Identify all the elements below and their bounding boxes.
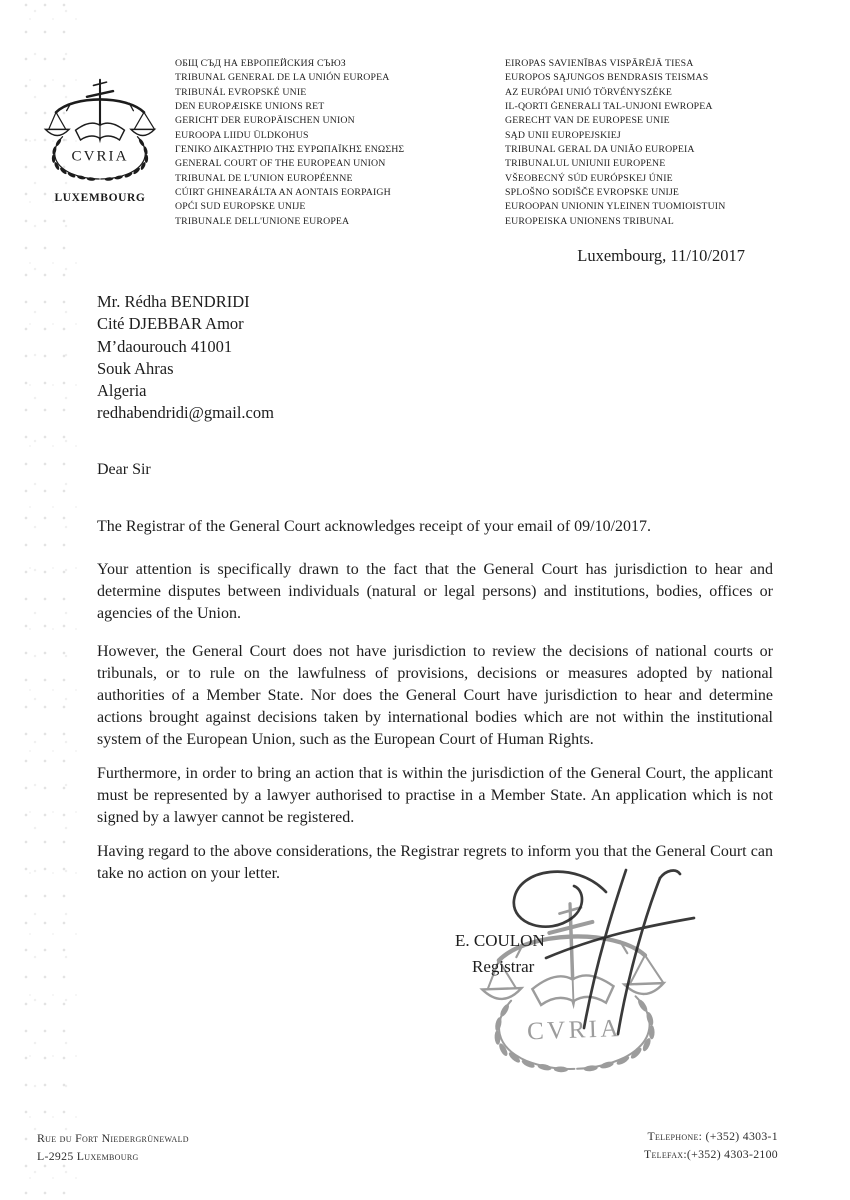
recipient-country: Algeria [97, 381, 147, 401]
footer-contacts [644, 1128, 778, 1163]
recipient-name: Mr. Rédha BENDRIDI [97, 292, 250, 311]
registrar-title: Registrar [472, 957, 535, 976]
court-name-line: SĄD UNII EUROPEJSKIEJ [505, 129, 621, 141]
footer-address [37, 1130, 189, 1165]
recipient-street: Cité DJEBBAR Amor [97, 314, 244, 334]
recipient-region: Souk Ahras [97, 358, 174, 378]
court-name-line: TRIBUNALE DELL'UNIONE EUROPEA [175, 215, 350, 227]
recipient-city: M’daourouch 41001 [97, 336, 233, 356]
court-name-line: ΓΕΝΙΚΟ ΔΙΚΑΣΤΗΡΙΟ ΤΗΣ ΕΥΡΩΠΑΪΚΗΣ ΕΝΩΣΗΣ [175, 144, 405, 156]
cvria-logo [30, 78, 170, 204]
paragraph-jurisdiction: Your attention is specifically drawn to the fact that the General Court has jurisdiction to hear and determine disputes between individuals (natural or legal persons) and institutions, bodies, offices or agencies of the Union. [97, 561, 773, 622]
footer-telephone: Telephone: (+352) 4303-1 [647, 1129, 778, 1143]
court-name-line: TRIBUNAL GENERAL DE LA UNIÓN EUROPEA [175, 72, 390, 84]
svg-text:CVRIA: CVRIA [526, 1015, 623, 1046]
footer-telefax: Telefax:(+352) 4303-2100 [643, 1146, 778, 1161]
footer-city: L-2925 Luxembourg [37, 1148, 139, 1163]
court-name-line: OPĆI SUD EUROPSKE UNIJE [175, 201, 306, 213]
court-name-line: IL-QORTI ĠENERALI TAL-UNJONI EWROPEA [505, 101, 713, 113]
court-name-line: TRIBUNÁL EVROPSKÉ UNIE [175, 86, 307, 98]
court-name-line: TRIBUNAL DE L'UNION EUROPÉENNE [175, 172, 353, 184]
svg-text:CVRIA: CVRIA [71, 148, 129, 165]
court-name-line: AZ EURÓPAI UNIÓ TÖRVÉNYSZÉKE [505, 86, 672, 98]
court-name-line: EIROPAS SAVIENĪBAS VISPĀRĒJĀ TIESA [505, 58, 694, 69]
salutation: Dear Sir [97, 461, 151, 478]
recipient-email: redhabendridi@gmail.com [97, 403, 274, 422]
court-name-line: SPLOŠNO SODIŠČE EVROPSKE UNIJE [505, 187, 680, 199]
court-name-line: VŠEOBECNÝ SÚD EURÓPSKEJ ÚNIE [505, 172, 673, 184]
scales-of-justice-icon [43, 78, 157, 184]
court-name-line: ОБЩ СЪД НА ЕВРОПЕЙСКИЯ СЪЮЗ [175, 58, 346, 69]
registrar-name: E. COULON [455, 931, 545, 950]
court-name-line: EUROPEISKA UNIONENS TRIBUNAL [505, 215, 674, 227]
letterhead-left-column [175, 57, 404, 229]
paragraph-acknowledgement: The Registrar of the General Court acknowledges receipt of your email of 09/10/2017. [97, 518, 652, 535]
paragraph-lawyer-requirement: Furthermore, in order to bring an action that is within the jurisdiction of the General Court, the applicant must be represented by a lawyer authorised to practise in a Member State. An application which is not signed by a lawyer cannot be registered. [97, 765, 773, 826]
recipient-address [97, 291, 250, 402]
court-name-line: GENERAL COURT OF THE EUROPEAN UNION [175, 158, 386, 170]
court-name-line: EUROPOS SĄJUNGOS BENDRASIS TEISMAS [505, 72, 709, 84]
logo-city-label: LUXEMBOURG [54, 192, 146, 204]
court-name-line: TRIBUNAL GERAL DA UNIÃO EUROPEIA [505, 144, 695, 156]
paragraph-conclusion: Having regard to the above considerations, the Registrar regrets to inform you that the General Court can take no action on your letter. [97, 843, 773, 882]
handwritten-signature [488, 866, 698, 1036]
court-name-line: TRIBUNALUL UNIUNII EUROPENE [505, 158, 666, 170]
paragraph-limitations: However, the General Court does not have jurisdiction to review the decisions of national courts or tribunals, or to rule on the lawfulness of provisions, decisions or measures adopted by national authorities of a Member State. Nor does the General Court have jurisdiction to hear and determine actions brought against decisions taken by international bodies which are not within the institutional system of the European Union, such as the European Court of Human Rights. [97, 643, 773, 748]
court-name-line: EUROOPA LIIDU ÜLDKOHUS [175, 129, 309, 141]
court-name-line: DEN EUROPÆISKE UNIONS RET [175, 101, 325, 113]
court-name-line: GERICHT DER EUROPÄISCHEN UNION [175, 115, 355, 127]
letter-body [97, 516, 773, 885]
court-name-line: CÚIRT GHINEARÁLTA AN AONTAIS EORPAIGH [175, 187, 391, 199]
court-name-line: EUROOPAN UNIONIN YLEINEN TUOMIOISTUIN [505, 201, 726, 213]
footer-street: Rue du Fort Niedergrünewald [37, 1131, 189, 1145]
letterhead-right-column [505, 57, 725, 229]
date-line: Luxembourg, 11/10/2017 [577, 246, 745, 265]
court-name-line: GERECHT VAN DE EUROPESE UNIE [505, 115, 670, 127]
